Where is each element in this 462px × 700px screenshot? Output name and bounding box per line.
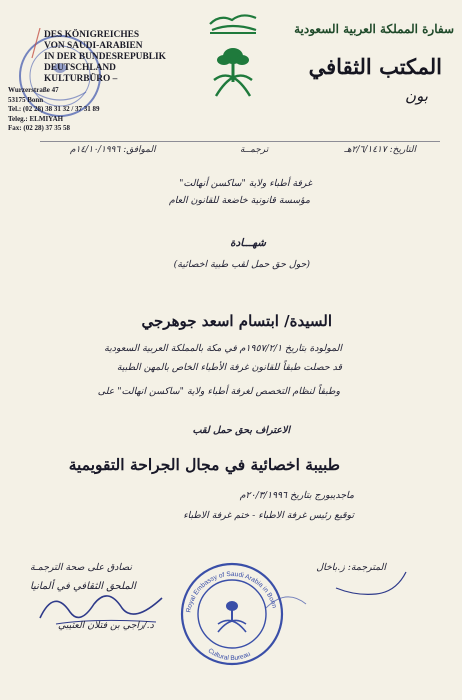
recognition-line: الاعتراف بحق حمل لقب — [192, 425, 290, 436]
cultural-attache: الملحق الثقافي في ألمانيا — [30, 581, 136, 592]
certification-line: نصادق على صحة الترجمـة — [30, 562, 132, 573]
stamp-embassy-text: Royal Embassy of Saudi Arabia in Bonn — [185, 570, 278, 614]
address-line: Tel.: (02 28) 38 31 32 / 37 31 89 — [8, 105, 100, 114]
stamp-bureau-text: Cultural Bureau — [206, 647, 252, 663]
saudi-emblem-icon — [206, 10, 262, 100]
svg-text:Cultural Bureau — [207, 647, 252, 662]
place-date: ماجديبورج بتاريخ ٢٠/٣/١٩٩٦م — [239, 490, 354, 501]
city-name: بون — [405, 87, 428, 105]
address-line: Teleg.: ELMIYAH — [8, 114, 64, 123]
gregorian-date: الموافق: ١٤/١٠/١٩٩٦م — [70, 145, 156, 155]
letterhead-german-line: KULTURBÜRO – — [44, 74, 118, 84]
regulation-line: وطبقاً لنظام التخصص لغرفة أطباء ولاية "ساكسن انهالت" على — [97, 386, 340, 397]
embassy-name: سفارة المملكة العربية السعودية — [294, 22, 454, 36]
translator-signature-icon — [256, 568, 456, 638]
specialty-title: طبيبة اخصائية في مجال الجراحة التقويمية — [68, 455, 340, 474]
translator-name: المترجمة: ز.باخال — [316, 562, 386, 573]
chamber-name: غرفة أطباء ولاية "ساكسن أنهالت" — [179, 178, 312, 189]
letterhead-german-line: IN DER BUNDESREPUBLIK — [44, 52, 166, 62]
address-line: Fax: (02 28) 37 35 58 — [8, 124, 71, 133]
address-line: Wurzerstraße 47 — [8, 86, 59, 94]
hijri-date: التاريخ: ٢/٦/١٤١٧هـ — [344, 145, 416, 155]
letterhead-german-line: DEUTSCHLAND — [44, 63, 116, 73]
birth-info: المولودة بتاريخ ١٩٥٧/٢/١م في مكة بالمملكة العربية السعودية — [104, 343, 342, 354]
header-divider — [40, 141, 440, 142]
holder-name: السيدة/ ابتسام اسعد جوهرجي — [141, 312, 332, 330]
letterhead-german-line: VON SAUDI-ARABIEN — [44, 41, 143, 51]
letterhead-address — [8, 86, 100, 134]
qualification-line: قد حصلت طبقاً للقانون غرفة الأطباء الخاص بالمهن الطبية — [116, 362, 342, 373]
signature-note: توقيع رئيس غرفة الاطباء - ختم غرفة الاطباء — [183, 510, 354, 521]
address-line: 53175 Bonn — [8, 95, 44, 104]
certificate-title: شهـــادة — [230, 237, 266, 249]
certificate-subject: (حول حق حمل لقب طبية اخصائية) — [173, 259, 310, 270]
office-name: المكتب الثقافي — [308, 54, 442, 79]
letterhead-german-line: DES KÖNIGREICHES — [44, 30, 140, 40]
institution-type: مؤسسة قانونية خاضعة للقانون العام — [169, 195, 310, 206]
letterhead-german — [44, 30, 184, 85]
translation-label: ترجمــة — [240, 145, 269, 155]
signer-name: د./راجي بن فتلان العتيبي — [58, 620, 154, 631]
